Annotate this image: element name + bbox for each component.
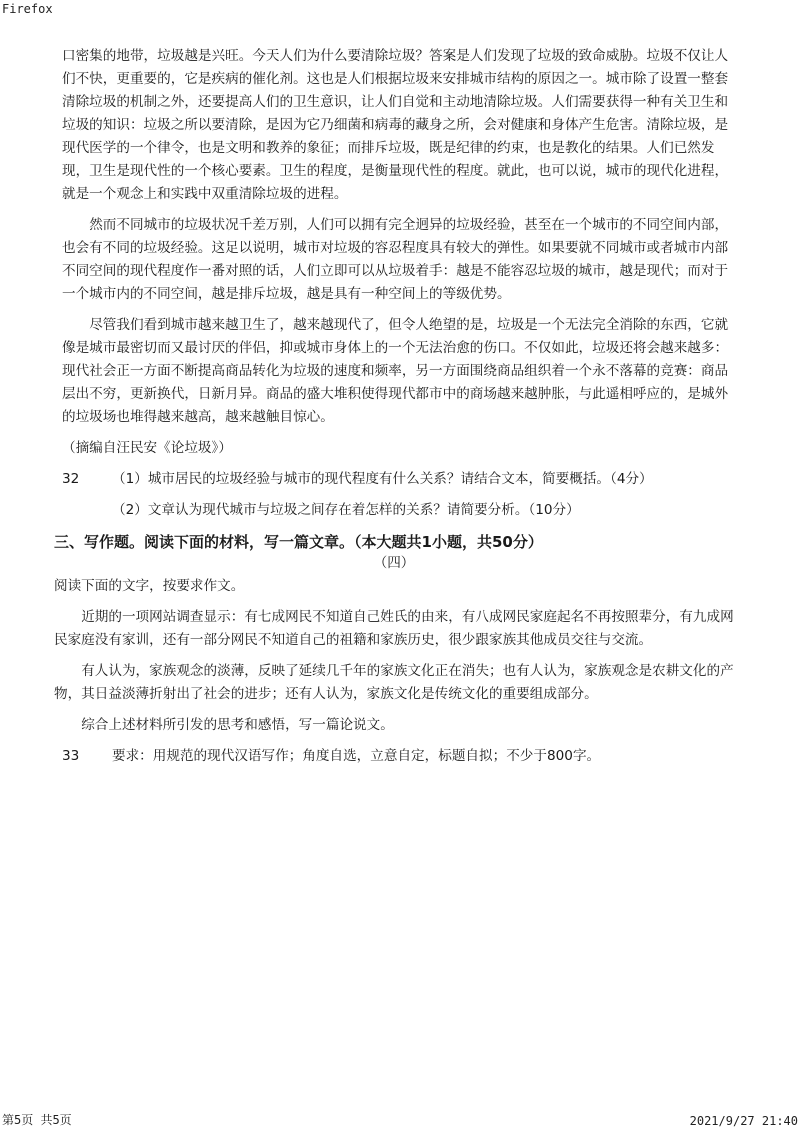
question-33-number: 33 [62,748,80,764]
question-33-requirements: 要求：用规范的现代汉语写作；角度自选，立意自定，标题自拟；不少于800字。 [112,748,601,764]
print-timestamp: 2021/9/27 21:40 [689,1114,798,1128]
writing-material-3: 综合上述材料所引发的思考和感悟，写一篇论说文。 [81,717,394,733]
question-32-part-2: （2）文章认为现代城市与垃圾之间存在着怎样的关系？请简要分析。（10分） [112,502,580,518]
writing-instruction: 阅读下面的文字，按要求作文。 [54,578,245,594]
exam-page-content [54,45,734,768]
page-number: 第5页 共5页 [2,1113,72,1127]
question-32-part-1: （1）城市居民的垃圾经验与城市的现代程度有什么关系？请结合文本，简要概括。（4分） [112,471,653,487]
question-33 [62,745,734,768]
writing-material-1: 近期的一项网站调查显示：有七成网民不知道自己姓氏的由来，有八成网民家庭起名不再按照辈分，有九成网民家庭没有家训，还有一部分网民不知道自己的祖籍和家族历史，很少跟家族其他成员交往与交流。 [54,609,734,648]
passage-paragraph-3: 尽管我们看到城市越来越卫生了，越来越现代了，但令人绝望的是，垃圾是一个无法完全消除的东西，它就像是城市最密切而又最讨厌的伴侣，抑或城市身体上的一个无法治愈的伤口。不仅如此，垃圾还将会越来越多：现代社会正一方面不断提高商品转化为垃圾的速度和频率，另一方面围绕商品组织着一个永不落幕的竞赛：商品层出不穷，更新换代，日新月异。商品的盛大堆积使得现代都市中的商场越来越肿胀，与此遥相呼应的，是城外的垃圾场也堆得越来越高，越来越触目惊心。 [62,317,729,425]
section-3-heading: 三、写作题。阅读下面的材料，写一篇文章。（本大题共1小题，共50分） [54,533,543,551]
section-3-subheading: （四） [373,555,415,571]
passage-source: （摘编自汪民安《论垃圾》） [62,440,232,456]
question-32 [62,468,734,491]
writing-material-2: 有人认为，家族观念的淡薄，反映了延续几千年的家族文化正在消失；也有人认为，家族观念是农耕文化的产物，其日益淡薄折射出了社会的进步；还有人认为，家族文化是传统文化的重要组成部分。 [54,663,734,702]
question-32-number: 32 [62,471,80,487]
browser-title: Firefox [2,2,53,16]
passage-paragraph-1: 口密集的地带，垃圾越是兴旺。今天人们为什么要清除垃圾？答案是人们发现了垃圾的致命威胁。垃圾不仅让人们不快，更重要的，它是疾病的催化剂。这也是人们根据垃圾来安排城市结构的原因之一。城市除了设置一整套清除垃圾的机制之外，还要提高人们的卫生意识，让人们自觉和主动地清除垃圾。人们需要获得一种有关卫生和垃圾的知识：垃圾之所以要清除，是因为它乃细菌和病毒的藏身之所，会对健康和身体产生危害。清除垃圾，是现代医学的一个律令，也是文明和教养的象征；而排斥垃圾，既是纪律的约束，也是教化的结果。人们已然发现，卫生是现代性的一个核心要素。卫生的程度，是衡量现代性的程度。就此，也可以说，城市的现代化进程，就是一个观念上和实践中双重清除垃圾的进程。 [62,48,729,202]
passage-paragraph-2: 然而不同城市的垃圾状况千差万别，人们可以拥有完全迥异的垃圾经验，甚至在一个城市的不同空间内部，也会有不同的垃圾经验。这足以说明，城市对垃圾的容忍程度具有较大的弹性。如果要就不同城市或者城市内部不同空间的现代程度作一番对照的话，人们立即可以从垃圾着手：越是不能容忍垃圾的城市，越是现代；而对于一个城市内的不同空间，越是排斥垃圾，越是具有一种空间上的等级优势。 [62,217,729,302]
writing-section [54,530,734,737]
